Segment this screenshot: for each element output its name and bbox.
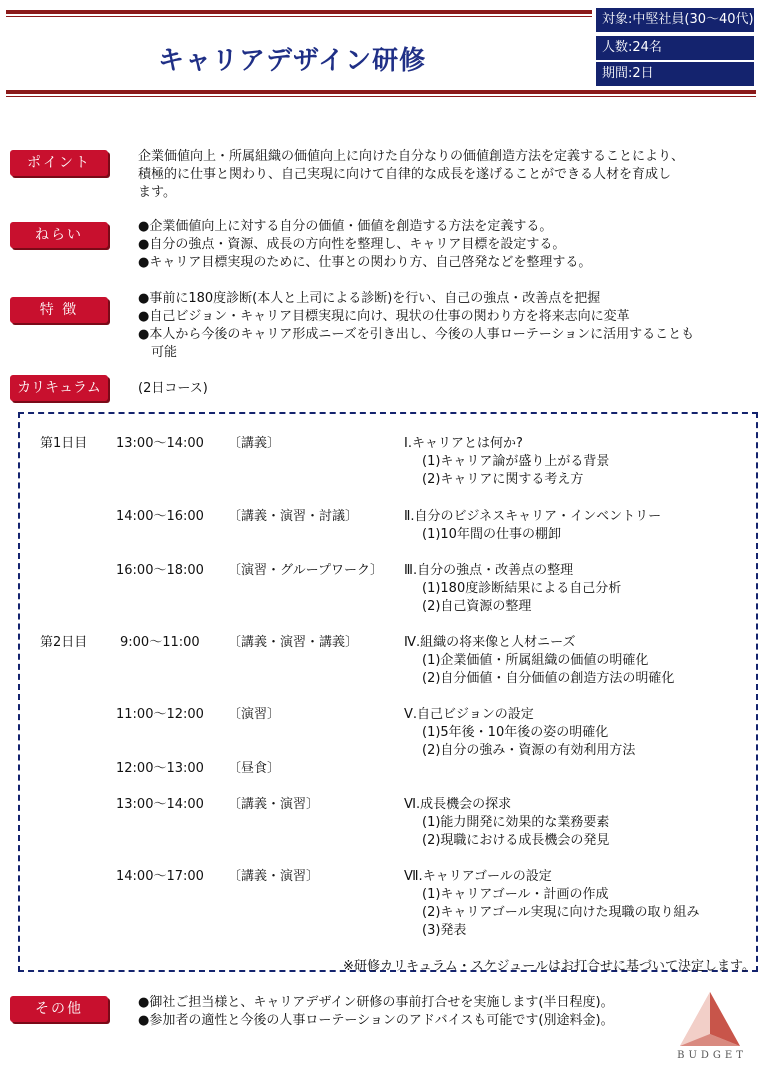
session-item: (1)キャリアゴール・計画の作成 <box>422 887 609 902</box>
aim-item: ●企業価値向上に対する自分の価値・価値を創造する方法を定義する。 <box>138 219 553 234</box>
point-text <box>138 148 728 202</box>
section-label-aim: ねらい <box>10 222 108 248</box>
session-format: 〔昼食〕 <box>228 761 281 776</box>
session-item: (2)現職における成長機会の発見 <box>422 833 610 848</box>
curriculum-note: ※研修カリキュラム・スケジュールはお打合せに基づいて決定します。 <box>343 959 755 974</box>
session-topic <box>404 868 700 940</box>
section-label-point: ポイント <box>10 150 108 176</box>
header-bottom-rule-thin <box>6 96 756 97</box>
header-top-rule-thin <box>6 16 592 17</box>
session-item: (2)自分価値・自分価値の創造方法の明確化 <box>422 671 675 686</box>
session-item: (1)5年後・10年後の姿の明確化 <box>422 725 609 740</box>
other-item: ●参加者の適性と今後の人事ローテーションのアドバイスも可能です(別途料金)。 <box>138 1013 614 1028</box>
session-time: 13:00〜14:00 <box>116 436 204 451</box>
day-label: 第2日目 <box>40 635 88 650</box>
section-label-curriculum: カリキュラム <box>10 375 108 401</box>
session-item: (1)10年間の仕事の棚卸 <box>422 527 561 542</box>
session-topic-title: Ⅲ.自分の強点・改善点の整理 <box>404 563 574 578</box>
header-bottom-rule <box>6 90 756 94</box>
session-format: 〔講義・演習・討議〕 <box>228 509 359 524</box>
point-line: 企業価値向上・所属組織の価値向上に向けた自分なりの価値創造方法を定義することにより、 <box>138 149 685 164</box>
session-time: 14:00〜16:00 <box>116 509 204 524</box>
session-time: 13:00〜14:00 <box>116 797 204 812</box>
session-time: 16:00〜18:00 <box>116 563 204 578</box>
session-item: (2)キャリアゴール実現に向けた現職の取り組み <box>422 905 700 920</box>
pyramid-logo-icon <box>678 990 742 1054</box>
session-format: 〔講義・演習・講義〕 <box>228 635 359 650</box>
header-top-rule <box>6 10 592 14</box>
session-item: (3)発表 <box>422 923 467 938</box>
session-format: 〔演習・グループワーク〕 <box>228 563 383 578</box>
session-format: 〔講義〕 <box>228 436 281 451</box>
session-topic-title: Ⅶ.キャリアゴールの設定 <box>404 869 552 884</box>
session-topic-title: Ⅴ.自己ビジョンの設定 <box>404 707 534 722</box>
session-time: 11:00〜12:00 <box>116 707 204 722</box>
session-topic-title: Ⅱ.自分のビジネスキャリア・インベントリー <box>404 509 662 524</box>
duration-info: 期間:2日 <box>596 62 754 86</box>
page-title: キャリアデザイン研修 <box>158 46 427 76</box>
session-topic <box>404 634 674 688</box>
session-item: (2)自己資源の整理 <box>422 599 532 614</box>
feature-item: ●自己ビジョン・キャリア目標実現に向け、現状の仕事の関わり方を将来志向に変革 <box>138 309 630 324</box>
feature-list <box>138 290 694 362</box>
aim-list <box>138 218 591 272</box>
session-format: 〔講義・演習〕 <box>228 797 320 812</box>
feature-item: ●本人から今後のキャリア形成ニーズを引き出し、今後の人事ローテーションに活用することも <box>138 327 695 342</box>
session-topic-title: Ⅵ.成長機会の探求 <box>404 797 512 812</box>
session-item: (1)キャリア論が盛り上がる背景 <box>422 454 610 469</box>
session-time: 14:00〜17:00 <box>116 869 204 884</box>
brand-name: BUDGET <box>677 1050 747 1061</box>
other-item: ●御社ご担当様と、キャリアデザイン研修の事前打合せを実施します(半日程度)。 <box>138 995 614 1010</box>
session-item: (1)180度診断結果による自己分析 <box>422 581 622 596</box>
session-item: (2)キャリアに関する考え方 <box>422 472 584 487</box>
feature-item: ●事前に180度診断(本人と上司による診断)を行い、自己の強点・改善点を把握 <box>138 291 601 306</box>
session-topic-title: Ⅰ.キャリアとは何か? <box>404 436 523 451</box>
section-label-feature: 特 徴 <box>10 297 108 323</box>
session-topic <box>404 435 609 489</box>
session-topic <box>404 796 609 850</box>
section-label-other: その他 <box>10 996 108 1022</box>
session-time: 9:00〜11:00 <box>120 635 200 650</box>
session-item: (2)自分の強み・資源の有効利用方法 <box>422 743 636 758</box>
session-topic <box>404 706 635 760</box>
session-time: 12:00〜13:00 <box>116 761 204 776</box>
headcount-info: 人数:24名 <box>596 36 754 60</box>
point-line: ます。 <box>138 185 176 200</box>
session-format: 〔講義・演習〕 <box>228 869 320 884</box>
session-item: (1)能力開発に効果的な業務要素 <box>422 815 610 830</box>
day-label: 第1日目 <box>40 436 88 451</box>
session-topic <box>404 562 621 616</box>
session-format: 〔演習〕 <box>228 707 281 722</box>
curriculum-course: (2日コース) <box>138 381 208 396</box>
point-line: 積極的に仕事と関わり、自己実現に向けて自律的な成長を遂げることができる人材を育成し <box>138 167 672 182</box>
target-info: 対象:中堅社員(30〜40代) <box>596 8 754 32</box>
session-item: (1)企業価値・所属組織の価値の明確化 <box>422 653 649 668</box>
feature-item: 可能 <box>138 345 178 360</box>
session-topic-title: Ⅳ.組織の将来像と人材ニーズ <box>404 635 576 650</box>
other-list <box>138 994 614 1030</box>
session-topic <box>404 508 661 544</box>
aim-item: ●自分の強点・資源、成長の方向性を整理し、キャリア目標を設定する。 <box>138 237 566 252</box>
aim-item: ●キャリア目標実現のために、仕事との関わり方、自己啓発などを整理する。 <box>138 255 592 270</box>
